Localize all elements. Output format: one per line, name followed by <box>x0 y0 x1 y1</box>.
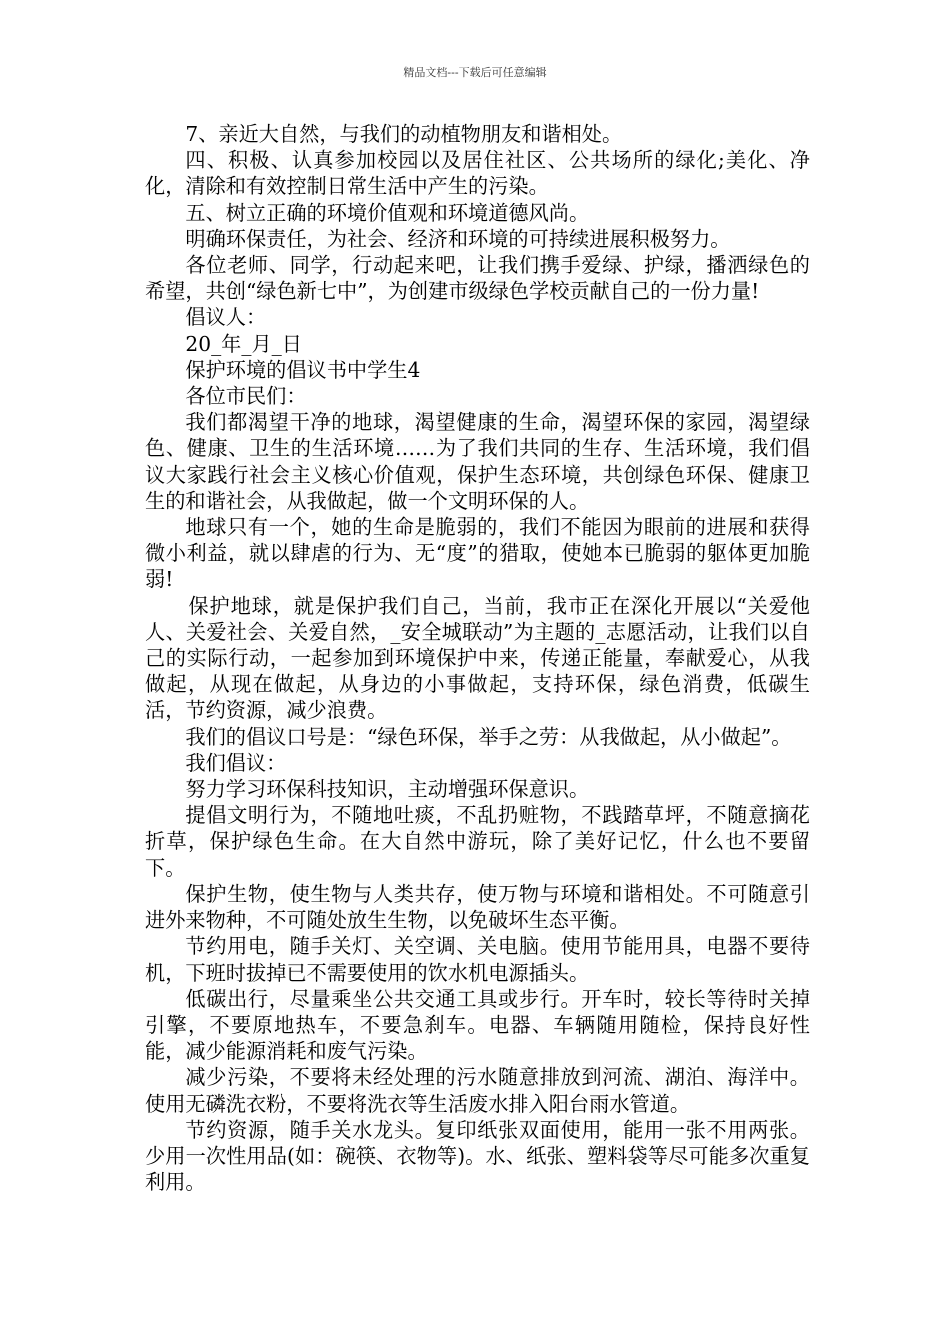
paragraph: 我们倡议： <box>185 750 287 775</box>
paragraph: 保护生物，使生物与人类共存，使万物与环境和谐相处。不可随意引进外来物种，不可随处放生生物，以免破坏生态平衡。 <box>145 881 810 933</box>
paragraph: 节约资源，随手关水龙头。复印纸张双面使用，能用一张不用两张。少用一次性用品(如：碗筷、衣物等)。水、纸张、塑料袋等尽可能多次重复利用。 <box>145 1117 810 1195</box>
paragraph: 20_年_月_日 <box>185 331 302 356</box>
paragraph: 保护地球，就是保护我们自己，当前，我市正在深化开展以“关爱他人、关爱社会、关爱自然，_安全城联动”为主题的_志愿活动，让我们以自己的实际行动，一起参加到环境保护中来，传递正能量，奉献爱心，从我做起，从现在做起，从身边的小事做起，支持环保，绿色消费，低碳生活，节约资源，减少浪费。 <box>145 593 810 723</box>
document-body <box>145 121 810 1195</box>
paragraph: 我们的倡议口号是：“绿色环保，举手之劳：从我做起，从小做起”。 <box>185 724 792 749</box>
page-header: 精品文档---下载后可任意编辑 <box>403 66 547 79</box>
paragraph: 7、亲近大自然，与我们的动植物朋友和谐相处。 <box>185 122 623 146</box>
paragraph: 各位老师、同学，行动起来吧，让我们携手爱绿、护绿，播洒绿色的希望，共创“绿色新七中”，为创建市级绿色学校贡献自己的一份力量! <box>145 253 810 304</box>
paragraph: 提倡文明行为，不随地吐痰，不乱扔赃物，不践踏草坪，不随意摘花折草，保护绿色生命。在大自然中游玩，除了美好记忆，什么也不要留下。 <box>145 803 810 880</box>
paragraph: 五、树立正确的环境价值观和环境道德风尚。 <box>185 200 590 225</box>
paragraph: 各位市民们： <box>185 384 307 409</box>
paragraph: 地球只有一个，她的生命是脆弱的，我们不能因为眼前的进展和获得微小利益，就以肆虐的行为、无“度”的猎取，使她本已脆弱的躯体更加脆弱! <box>145 515 810 592</box>
paragraph: 我们都渴望干净的地球，渴望健康的生命，渴望环保的家园，渴望绿色、健康、卫生的生活环境……为了我们共同的生存、生活环境，我们倡议大家践行社会主义核心价值观，保护生态环境，共创绿色环保、健康卫生的和谐社会，从我做起，做一个文明环保的人。 <box>145 410 810 513</box>
paragraph: 倡议人： <box>185 305 267 330</box>
paragraph: 保护环境的倡议书中学生4 <box>185 357 421 382</box>
paragraph: 低碳出行，尽量乘坐公共交通工具或步行。开车时，较长等待时关掉引擎，不要原地热车，不要急刹车。电器、车辆随用随检，保持良好性能，减少能源消耗和废气污染。 <box>145 986 810 1064</box>
paragraph: 节约用电，随手关灯、关空调、关电脑。使用节能用具，电器不要待机，下班时拔掉已不需要使用的饮水机电源插头。 <box>145 934 810 985</box>
paragraph: 努力学习环保科技知识，主动增强环保意识。 <box>185 777 590 802</box>
paragraph: 明确环保责任，为社会、经济和环境的可持续进展积极努力。 <box>185 226 731 251</box>
paragraph: 减少污染，不要将未经处理的污水随意排放到河流、湖泊、海洋中。使用无磷洗衣粉，不要将洗衣等生活废水排入阳台雨水管道。 <box>145 1065 810 1116</box>
paragraph: 四、积极、认真参加校园以及居住社区、公共场所的绿化;美化、净化，清除和有效控制日常生活中产生的污染。 <box>145 148 810 199</box>
